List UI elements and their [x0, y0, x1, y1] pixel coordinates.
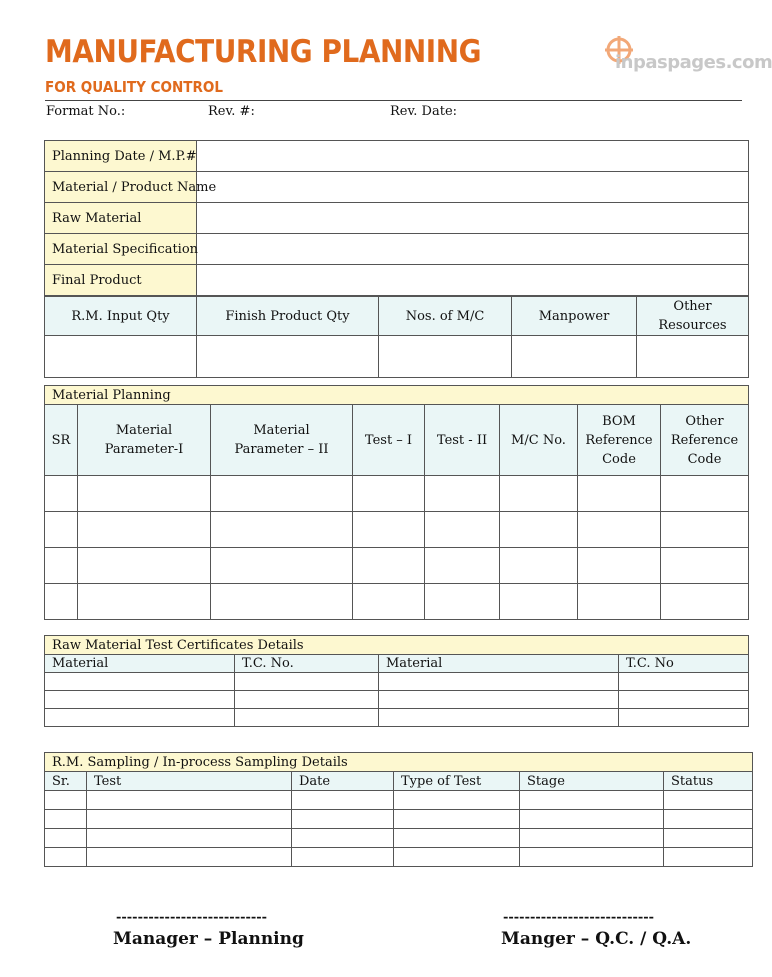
sampling-cell[interactable] [394, 829, 520, 848]
signature-label-planning: Manager – Planning [113, 929, 304, 949]
mp-header: Material Parameter-I [78, 405, 211, 476]
sampling-header: Date [292, 772, 394, 791]
sampling-cell[interactable] [664, 791, 753, 810]
page-subtitle: FOR QUALITY CONTROL [45, 78, 223, 96]
qty-header: Finish Product Qty [197, 297, 379, 336]
table-row [45, 810, 753, 829]
mp-cell[interactable] [211, 512, 353, 548]
mp-header: Test - II [425, 405, 500, 476]
signature-line-left: ---------------------------- [116, 910, 268, 925]
mp-cell[interactable] [578, 512, 661, 548]
sampling-cell[interactable] [520, 810, 664, 829]
rm-cell[interactable] [45, 691, 235, 709]
table-row [45, 829, 753, 848]
info-label-final-product: Final Product [45, 265, 197, 296]
mp-cell[interactable] [500, 512, 578, 548]
sampling-cell[interactable] [45, 810, 87, 829]
sampling-cell[interactable] [520, 848, 664, 867]
qty-header: Other Resources [637, 297, 749, 336]
mp-cell[interactable] [661, 584, 749, 620]
qty-table [44, 296, 749, 378]
mp-cell[interactable] [425, 584, 500, 620]
mp-cell[interactable] [661, 476, 749, 512]
sampling-cell[interactable] [292, 829, 394, 848]
table-row [45, 584, 749, 620]
material-planning-title: Material Planning [45, 386, 749, 405]
rm-cell[interactable] [45, 709, 235, 727]
qty-cell[interactable] [197, 336, 379, 378]
sampling-header: Test [87, 772, 292, 791]
planning-date-field[interactable] [197, 141, 749, 172]
mp-cell[interactable] [500, 476, 578, 512]
mp-cell[interactable] [353, 476, 425, 512]
mp-cell[interactable] [78, 512, 211, 548]
table-row [45, 512, 749, 548]
mp-cell[interactable] [78, 584, 211, 620]
sampling-header: Sr. [45, 772, 87, 791]
sampling-cell[interactable] [394, 791, 520, 810]
qty-header: Nos. of M/C [379, 297, 512, 336]
sampling-title: R.M. Sampling / In-process Sampling Details [45, 753, 753, 772]
mp-cell[interactable] [500, 584, 578, 620]
mp-cell[interactable] [45, 476, 78, 512]
rm-certificates-table [44, 635, 749, 727]
qty-cell[interactable] [637, 336, 749, 378]
mp-cell[interactable] [353, 584, 425, 620]
material-planning-table [44, 385, 749, 620]
info-label-raw-material: Raw Material [45, 203, 197, 234]
rm-cell[interactable] [379, 673, 619, 691]
mp-cell[interactable] [500, 548, 578, 584]
material-spec-field[interactable] [197, 234, 749, 265]
rm-cell[interactable] [619, 691, 749, 709]
info-label-material-spec: Material Specification [45, 234, 197, 265]
table-row [45, 673, 749, 691]
mp-cell[interactable] [425, 476, 500, 512]
sampling-cell[interactable] [664, 810, 753, 829]
rm-cell[interactable] [45, 673, 235, 691]
rev-date-label: Rev. Date: [390, 104, 458, 119]
sampling-cell[interactable] [87, 791, 292, 810]
mp-cell[interactable] [45, 584, 78, 620]
logo-text: inpaspages.com [615, 52, 772, 73]
rm-header: Material [379, 655, 619, 673]
sampling-cell[interactable] [87, 848, 292, 867]
info-table [44, 140, 749, 296]
rm-certificates-title: Raw Material Test Certificates Details [45, 636, 749, 655]
format-no-label: Format No.: [46, 104, 126, 119]
sampling-table [44, 752, 753, 867]
rm-header: T.C. No [619, 655, 749, 673]
page-title: MANUFACTURING PLANNING [45, 34, 482, 70]
mp-cell[interactable] [578, 548, 661, 584]
mp-header: M/C No. [500, 405, 578, 476]
sampling-cell[interactable] [87, 829, 292, 848]
mp-cell[interactable] [45, 512, 78, 548]
qty-cell[interactable] [512, 336, 637, 378]
qty-cell[interactable] [45, 336, 197, 378]
sampling-cell[interactable] [394, 848, 520, 867]
mp-cell[interactable] [78, 548, 211, 584]
table-row [45, 709, 749, 727]
sampling-cell[interactable] [520, 791, 664, 810]
mp-cell[interactable] [211, 548, 353, 584]
sampling-cell[interactable] [292, 848, 394, 867]
rm-header: T.C. No. [235, 655, 379, 673]
table-row [45, 848, 753, 867]
sampling-cell[interactable] [664, 848, 753, 867]
sampling-header: Status [664, 772, 753, 791]
sampling-cell[interactable] [45, 791, 87, 810]
info-label-product-name: Material / Product Name [45, 172, 197, 203]
mp-cell[interactable] [578, 476, 661, 512]
mp-cell[interactable] [211, 476, 353, 512]
sampling-cell[interactable] [45, 829, 87, 848]
rm-header: Material [45, 655, 235, 673]
rm-cell[interactable] [619, 673, 749, 691]
info-label-planning-date: Planning Date / M.P.# [45, 141, 197, 172]
header-divider [45, 100, 742, 101]
table-row [45, 548, 749, 584]
sampling-cell[interactable] [292, 810, 394, 829]
mp-cell[interactable] [353, 512, 425, 548]
mp-cell[interactable] [661, 548, 749, 584]
rm-cell[interactable] [379, 691, 619, 709]
sampling-header: Stage [520, 772, 664, 791]
qty-header: Manpower [512, 297, 637, 336]
rm-cell[interactable] [235, 709, 379, 727]
sampling-cell[interactable] [394, 810, 520, 829]
mp-header: Other Reference Code [661, 405, 749, 476]
table-row [45, 791, 753, 810]
mp-cell[interactable] [425, 548, 500, 584]
sampling-cell[interactable] [664, 829, 753, 848]
qty-header: R.M. Input Qty [45, 297, 197, 336]
raw-material-field[interactable] [197, 203, 749, 234]
mp-cell[interactable] [78, 476, 211, 512]
table-row [45, 476, 749, 512]
sampling-cell[interactable] [45, 848, 87, 867]
qty-cell[interactable] [379, 336, 512, 378]
sampling-cell[interactable] [87, 810, 292, 829]
mp-cell[interactable] [353, 548, 425, 584]
final-product-field[interactable] [197, 265, 749, 296]
table-row [45, 691, 749, 709]
mp-header: Material Parameter – II [211, 405, 353, 476]
sampling-header: Type of Test [394, 772, 520, 791]
rm-cell[interactable] [619, 709, 749, 727]
rm-cell[interactable] [235, 691, 379, 709]
mp-cell[interactable] [661, 512, 749, 548]
product-name-field[interactable] [197, 172, 749, 203]
mp-cell[interactable] [425, 512, 500, 548]
signature-label-qc: Manger – Q.C. / Q.A. [501, 929, 692, 949]
mp-header: BOM Reference Code [578, 405, 661, 476]
mp-cell[interactable] [211, 584, 353, 620]
rm-cell[interactable] [379, 709, 619, 727]
mp-header: Test – I [353, 405, 425, 476]
rm-cell[interactable] [235, 673, 379, 691]
sampling-cell[interactable] [292, 791, 394, 810]
mp-cell[interactable] [45, 548, 78, 584]
mp-cell[interactable] [578, 584, 661, 620]
sampling-cell[interactable] [520, 829, 664, 848]
rev-no-label: Rev. #: [208, 104, 255, 119]
mp-header: SR [45, 405, 78, 476]
signature-line-right: ---------------------------- [503, 910, 655, 925]
